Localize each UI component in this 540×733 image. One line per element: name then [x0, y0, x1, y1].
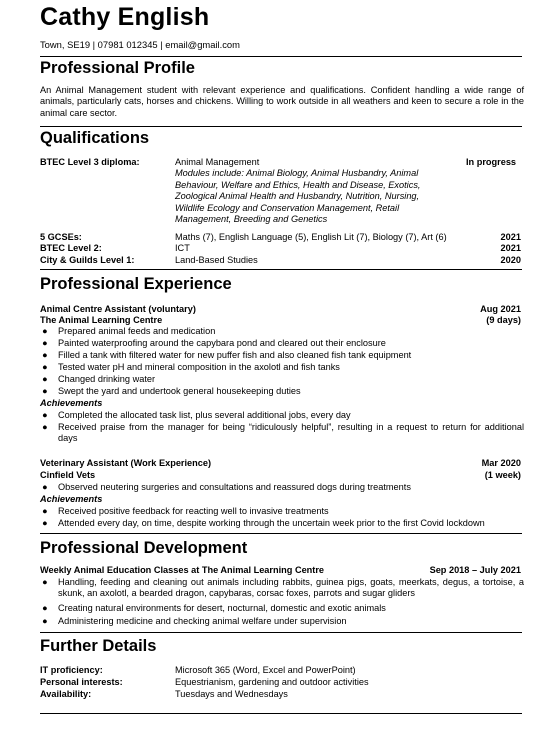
- modules-line: Zoological Animal Health and Husbandry, Nutrition, Nursing,: [175, 191, 420, 201]
- job-organisation: The Animal Learning Centre: [40, 315, 163, 325]
- qualification-year: 2020: [500, 255, 521, 265]
- cv-name: Cathy English: [40, 3, 210, 31]
- contact-details: Town, SE19 | 07981 012345 | email@gmail.com: [40, 39, 240, 50]
- divider: [40, 126, 522, 127]
- qualification-label: BTEC Level 3 diploma:: [40, 157, 140, 167]
- bullet-icon: ●: [42, 603, 48, 613]
- duty-item: Changed drinking water: [58, 374, 156, 384]
- achievements-heading: Achievements: [40, 494, 103, 504]
- section-heading-profile: Professional Profile: [40, 59, 195, 77]
- job-date: Aug 2021: [480, 304, 521, 314]
- duty-item: Swept the yard and undertook general housekeeping duties: [58, 386, 301, 396]
- duty-item: Painted waterproofing around the capybara pond and cleared out their enclosure: [58, 338, 386, 348]
- qualification-label: City & Guilds Level 1:: [40, 255, 135, 265]
- achievement-item: Completed the allocated task list, plus several additional jobs, every day: [58, 410, 351, 420]
- job-date: Mar 2020: [481, 458, 521, 468]
- modules-line: Behaviour, Welfare and Ethics, Health and Disease, Exotics,: [175, 180, 421, 190]
- job-title: Animal Centre Assistant (voluntary): [40, 304, 196, 314]
- bullet-icon: ●: [42, 506, 48, 516]
- section-heading-experience: Professional Experience: [40, 275, 232, 293]
- detail-label: Personal interests:: [40, 677, 123, 687]
- qualification-detail: Maths (7), English Language (5), English Lit (7), Biology (7), Art (6): [175, 232, 447, 242]
- qualification-detail: Land-Based Studies: [175, 255, 258, 265]
- course-date: Sep 2018 – July 2021: [429, 565, 521, 575]
- bullet-icon: ●: [42, 616, 48, 626]
- qualification-label: BTEC Level 2:: [40, 243, 102, 253]
- bullet-icon: ●: [42, 374, 48, 384]
- bullet-icon: ●: [42, 577, 48, 587]
- job-organisation: Cinfield Vets: [40, 470, 96, 480]
- development-item: Administering medicine and checking animal welfare under supervision: [58, 616, 347, 626]
- achievement-item: Received praise from the manager for being “ridiculously helpful”, resulting in a request to return for additional days: [58, 422, 524, 444]
- duty-item: Tested water pH and mineral composition in the axolotl and fish tanks: [58, 362, 340, 372]
- qualification-status: In progress: [466, 157, 517, 167]
- achievement-item: Received positive feedback for reacting well to invasive treatments: [58, 506, 329, 516]
- course-title: Weekly Animal Education Classes at The Animal Learning Centre: [40, 565, 325, 575]
- divider: [40, 713, 522, 714]
- achievements-heading: Achievements: [40, 398, 103, 408]
- bullet-icon: ●: [42, 338, 48, 348]
- modules-line: Wildlife Ecology and Conservation Management, Retail: [175, 203, 400, 213]
- bullet-icon: ●: [42, 518, 48, 528]
- bullet-icon: ●: [42, 362, 48, 372]
- detail-value: Microsoft 365 (Word, Excel and PowerPoint): [175, 665, 356, 675]
- detail-label: Availability:: [40, 689, 92, 699]
- divider: [40, 632, 522, 633]
- duty-item: Observed neutering surgeries and consultations and reassured dogs during treatments: [58, 482, 411, 492]
- detail-value: Equestrianism, gardening and outdoor activities: [175, 677, 369, 687]
- section-heading-qualifications: Qualifications: [40, 129, 150, 147]
- job-duration: (9 days): [486, 315, 521, 325]
- qualification-subject: Animal Management: [175, 157, 260, 167]
- bullet-icon: ●: [42, 482, 48, 492]
- detail-value: Tuesdays and Wednesdays: [175, 689, 288, 699]
- qualification-year: 2021: [500, 243, 521, 253]
- qualification-year: 2021: [500, 232, 521, 242]
- bullet-icon: ●: [42, 350, 48, 360]
- section-heading-further-details: Further Details: [40, 637, 157, 655]
- bullet-icon: ●: [42, 410, 48, 420]
- qualification-label: 5 GCSEs:: [40, 232, 82, 242]
- divider: [40, 269, 522, 270]
- divider: [40, 56, 522, 57]
- qualification-detail: ICT: [175, 243, 190, 253]
- bullet-icon: ●: [42, 326, 48, 336]
- divider: [40, 533, 522, 534]
- modules-line: Modules include: Animal Biology, Animal Husbandry, Animal: [175, 168, 419, 178]
- achievement-item: Attended every day, on time, despite working through the uncertain week prior to the first Covid lockdown: [58, 518, 485, 528]
- modules-line: Management, Breeding and Genetics: [175, 214, 328, 224]
- section-heading-development: Professional Development: [40, 539, 248, 557]
- development-item: Creating natural environments for desert, nocturnal, domestic and exotic animals: [58, 603, 386, 613]
- job-title: Veterinary Assistant (Work Experience): [40, 458, 212, 468]
- bullet-icon: ●: [42, 386, 48, 396]
- detail-label: IT proficiency:: [40, 665, 103, 675]
- job-duration: (1 week): [484, 470, 521, 480]
- duty-item: Prepared animal feeds and medication: [58, 326, 216, 336]
- bullet-icon: ●: [42, 422, 48, 432]
- development-item: Handling, feeding and cleaning out animals including rabbits, guinea pigs, goats, meerkats, degus, a tortoise, a skunk, an axolotl, a bearded dragon, capybaras, corsac foxes, parrots and sugar gliders: [58, 577, 524, 599]
- duty-item: Filled a tank with filtered water for new puffer fish and also cleaned fish tank equipment: [58, 350, 412, 360]
- profile-text: An Animal Management student with relevant experience and qualifications. Confident handling a wide range of animals, particularly cats, horses and chickens. Willing to work outside in all weathers and keen to secure a role in the animal care sector.: [40, 85, 524, 118]
